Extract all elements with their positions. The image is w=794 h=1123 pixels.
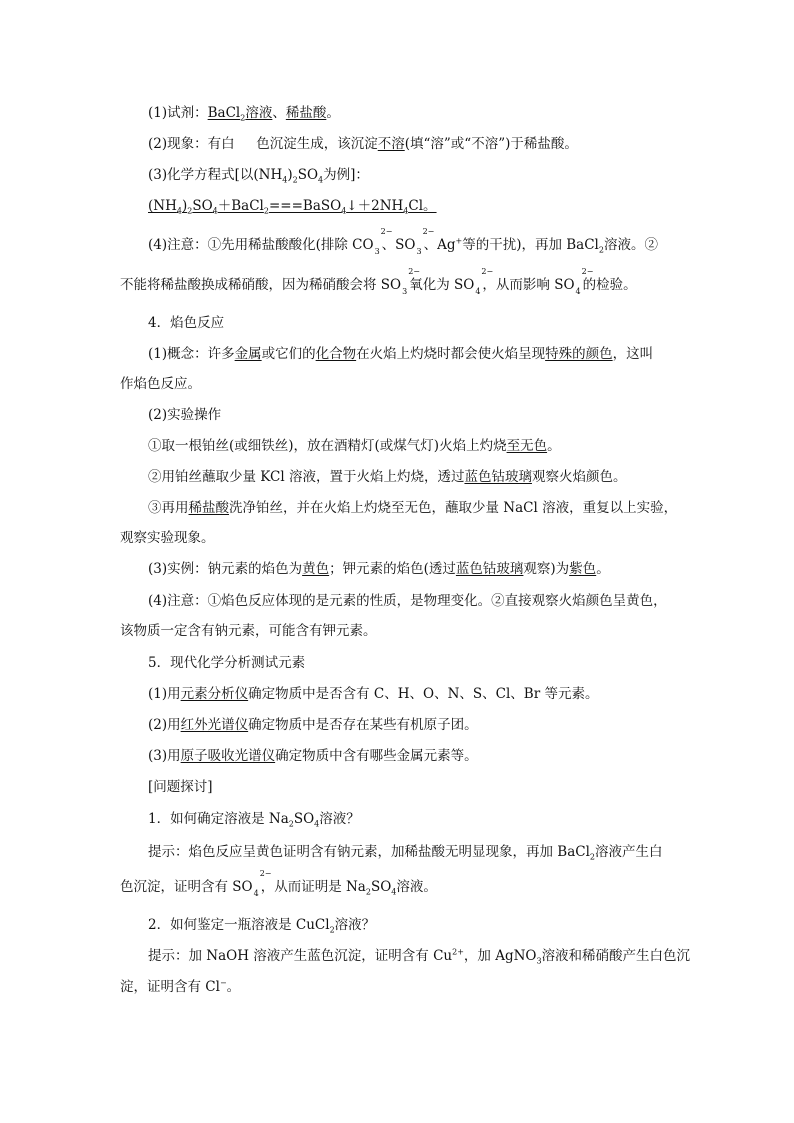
ion-so3: 2− $_3$ [416,227,435,256]
question-2: 2．如何鉴定一瓶溶液是 CuCl$_2$溶液？ [148,917,376,935]
instrument-3: (3)用原子吸收光谱仪确定物质中含有哪些金属元素等。 [148,748,478,764]
instrument-2: (2)用红外光谱仪确定物质中是否存在某些有机原子团。 [148,717,478,733]
chemical-equation [148,197,437,215]
answer-2: 提示：加 NaOH 溶液产生蓝色沉淀，证明含有 $Cu^{2+}$，加 AgNO$_3$溶液和稀硝酸产生白色沉 [148,947,691,966]
answer-1-cont: 色沉淀，证明含有 SO 2− $_4$ ，从而证明是 $Na_2SO_4$溶液。 [120,869,437,898]
answer-hcl: 稀盐酸 [285,105,327,121]
answer-2-cont: 淀，证明含有 Cl−。 [120,978,241,995]
ion-so4: 2− $_4$ [253,869,272,898]
operation-step-3: ③再用稀盐酸洗净铂丝，并在火焰上灼烧至无色，蘸取少量 NaCl 溶液，重复以上实验， [148,500,678,516]
ion-so3: 2− $_3$ [402,267,420,296]
ion-so4: 2− $_4$ [575,267,594,296]
equation-text: $(NH_4)_2SO_4+BaCl_2===BaSO_4↓+2NH_4Cl$。 [148,198,437,216]
note-line-1: (4)注意：①先用稀盐酸酸化(排除 CO 2− $_3$ 、SO 2− $_3$ 、Ag+等的干扰)，再加 BaCl$_2$溶液。② [148,227,658,256]
discussion-heading: [问题探讨] [148,779,213,795]
answer-bacl2: BaCl$_2$溶液 [207,105,273,123]
operation-title: (2)实验操作 [148,407,222,423]
section-title-analysis: 5．现代化学分析测试元素 [148,655,306,671]
operation-step-2: ②用铂丝蘸取少量 KCl 溶液，置于火焰上灼烧，透过蓝色钴玻璃观察火焰颜色。 [148,469,627,485]
flame-note-2: 该物质一定含有钠元素，可能含有钾元素。 [120,623,377,639]
phenomenon-line: (2)现象：有白 色沉淀生成，该沉淀不溶(填“溶”或“不溶”)于稀盐酸。 [148,136,578,152]
concept-line-2: 作焰色反应。 [120,376,201,392]
ion-so4: 2− $_4$ [475,267,494,296]
question-1: 1．如何确定溶液是 $Na_2SO_4$溶液？ [148,811,360,829]
reagent-line: (1)试剂：BaCl$_2$溶液、稀盐酸。 [148,105,340,123]
answer-1: 提示：焰色反应呈黄色证明含有钠元素，加稀盐酸无明显现象，再加 BaCl$_2$溶液产生白 [148,844,663,862]
concept-line-1: (1)概念：许多金属或它们的化合物在火焰上灼烧时都会使火焰呈现特殊的颜色，这叫 [148,346,654,362]
example-line: (3)实例：钠元素的焰色为黄色；钾元素的焰色(透过蓝色钴玻璃观察)为紫色。 [148,561,610,577]
ion-co3: 2− $_3$ [374,227,393,256]
answer-insoluble: 不溶 [377,136,405,152]
label: (1)试剂： [148,105,208,121]
operation-step-1: ①取一根铂丝(或细铁丝)，放在酒精灯(或煤气灯)火焰上灼烧至无色。 [148,438,561,454]
equation-heading: (3)化学方程式[以$(NH_4)_2SO_4$为例]： [148,167,369,185]
note-line-2: 不能将稀盐酸换成稀硝酸，因为稀硝酸会将 SO 2− $_3$ 氧化为 SO 2− $_4$ ，从而影响 SO 2− $_4$ 的检验。 [120,267,637,296]
operation-step-3-cont: 观察实验现象。 [120,530,215,546]
section-title-flame: 4．焰色反应 [148,315,225,331]
instrument-1: (1)用元素分析仪确定物质中是否含有 C、H、O、N、S、Cl、Br 等元素。 [148,686,599,702]
flame-note-1: (4)注意：①焰色反应体现的是元素的性质，是物理变化。②直接观察火焰颜色呈黄色， [148,593,667,609]
